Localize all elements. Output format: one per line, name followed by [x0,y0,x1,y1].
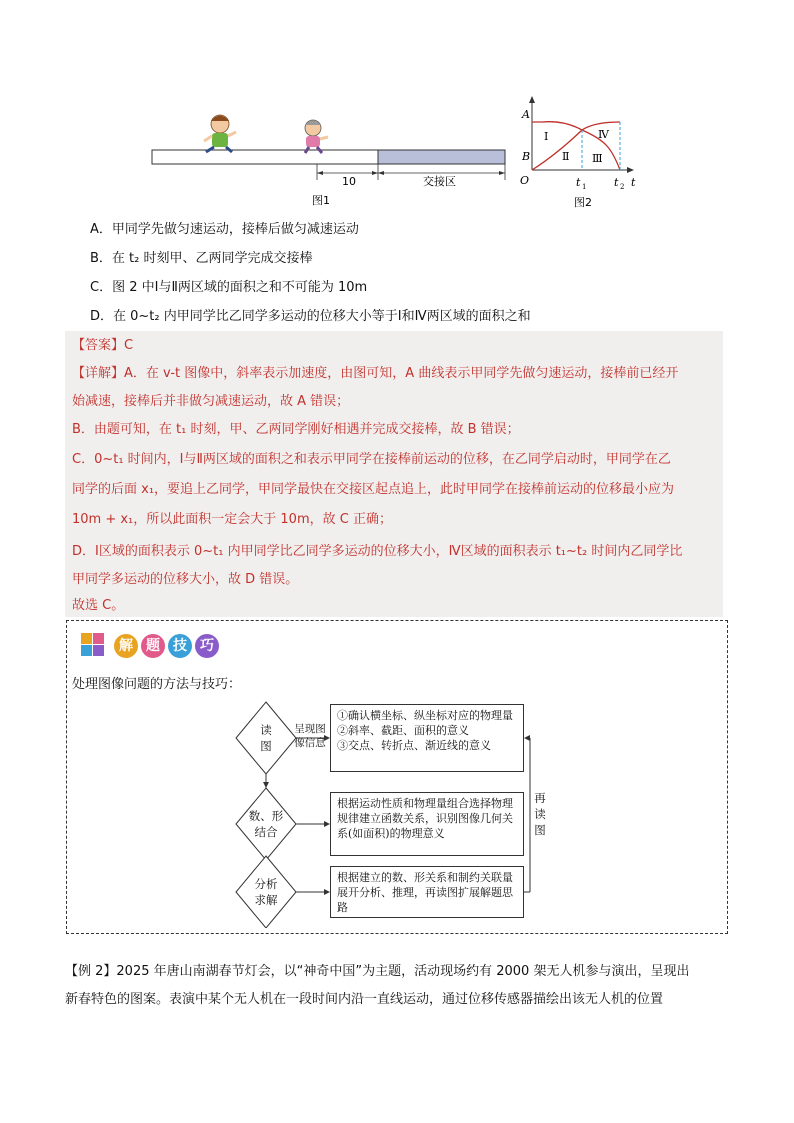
runner-yi-icon [305,120,328,153]
tips-badge: 技 [168,634,192,658]
tips-badge: 题 [141,634,165,658]
step-read-label: 读 图 [260,723,272,753]
fig2-label-b: B [522,150,531,163]
box-combine: 根据运动性质和物理量组合选择物理规律建立函数关系，识别图像几何关系(如面积)的物理意义 [330,792,524,856]
answer-line: 甲同学多运动的位移大小，故 D 错误。 [72,572,299,587]
fig1-zone-label: 交接区 [423,175,456,188]
runner-jia-icon [204,115,236,152]
tips-intro: 处理图像问题的方法与技巧： [72,677,242,692]
fig2-region-4: Ⅳ [598,128,609,141]
answer-line: B．由题可知，在 t₁ 时刻，甲、乙两同学刚好相遇并完成交接棒，故 B 错误； [72,422,520,437]
tips-badge: 巧 [195,634,219,658]
answer-line: 【详解】A．在 v-t 图像中，斜率表示加速度，由图可知，A 曲线表示甲同学先做匀速运动，接棒前已经开 [72,366,679,381]
option-c: C．图 2 中Ⅰ与Ⅱ两区域的面积之和不可能为 10m [90,280,368,295]
puzzle-icon [80,632,106,658]
fig2-label-t2: t [614,176,619,189]
figure-2 [512,94,647,210]
answer-line: C．0~t₁ 时间内，Ⅰ与Ⅱ两区域的面积之和表示甲同学在接棒前运动的位移，在乙同学启动时，甲同学在乙 [72,452,671,467]
fig2-label-t2-sub: 2 [620,183,625,191]
step-solve-label: 分析 求解 [254,877,278,907]
fig1-10-label: 10 [342,175,356,188]
fig2-region-2: Ⅱ [562,150,570,163]
fig2-region-3: Ⅲ [592,152,603,165]
answer-conclusion: 故选 C。 [72,598,125,613]
fig1-caption: 图1 [312,194,330,207]
track-bar [152,150,378,164]
fig2-label-a: A [522,108,530,121]
fig2-label-o: O [520,174,530,187]
answer-label: 【答案】C [72,338,134,353]
option-d: D．在 0~t₂ 内甲同学比乙同学多运动的位移大小等于Ⅰ和Ⅳ两区域的面积之和 [90,309,531,324]
answer-line: 同学的后面 x₁，要追上乙同学，甲同学最快在交接区起点追上，此时甲同学在接棒前运动的位移最小应为 [72,482,675,497]
box-solve: 根据建立的数、形关系和制约关联量展开分析、推理，再读图扩展解题思路 [330,866,524,918]
exchange-zone-bar [378,150,505,164]
option-a: A．甲同学先做匀速运动，接棒后做匀减速运动 [90,222,359,237]
box-read: ①确认横坐标、纵坐标对应的物理量 ②斜率、截距、面积的意义 ③交点、转折点、渐近线的意义 [330,704,524,772]
fig2-label-t1: t [576,176,581,189]
fig2-label-t: t [631,176,636,189]
answer-line: 始减速，接棒后并非做匀减速运动，故 A 错误； [72,394,350,409]
option-b: B．在 t₂ 时刻甲、乙两同学完成交接棒 [90,251,313,266]
example2-line: 新春特色的图案。表演中某个无人机在一段时间内沿一直线运动，通过位移传感器描绘出该无人机的位置 [65,992,664,1007]
reread-label: 再 读 图 [534,791,546,837]
arrow-text: 呈现图 像信息 [294,723,326,749]
tips-badge: 解 [114,634,138,658]
answer-line: 10m + x₁，所以此面积一定会大于 10m，故 C 正确； [72,512,392,527]
step-combine-label: 数、形 结合 [248,809,284,839]
fig2-region-1: Ⅰ [544,130,549,143]
answer-line: D．Ⅰ区域的面积表示 0~t₁ 内甲同学比乙同学多运动的位移大小，Ⅳ区域的面积表示 t₁~t₂ 时间内乙同学比 [72,544,683,559]
fig2-label-t1-sub: 1 [582,183,587,191]
fig2-caption: 图2 [574,196,592,209]
example2-line: 【例 2】2025 年唐山南湖春节灯会，以“神奇中国”为主题，活动现场约有 2000 架无人机参与演出，呈现出 [65,964,690,979]
figure-1 [140,108,515,208]
